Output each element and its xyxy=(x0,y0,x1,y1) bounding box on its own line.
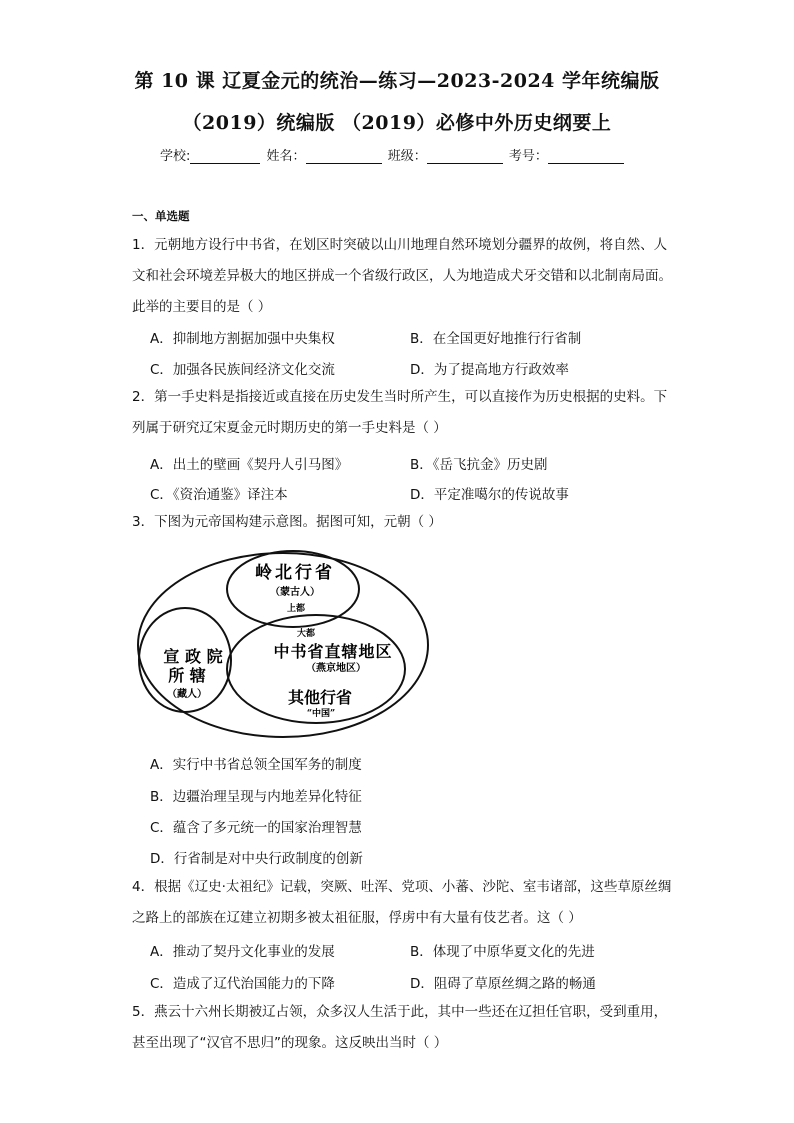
q2-option-a[interactable]: A．出土的壁画《契丹人引马图》 xyxy=(150,457,349,473)
question-3-text: 3．下图为元帝国构建示意图。据图可知，元朝（ ） xyxy=(132,514,442,530)
page-title-line1: 第 10 课 辽夏金元的统治—练习—2023-2024 学年统编版 xyxy=(134,70,660,92)
q3-option-a[interactable]: A．实行中书省总领全国军务的制度 xyxy=(150,757,362,773)
q1-option-a[interactable]: A．抑制地方割据加强中央集权 xyxy=(150,331,335,347)
question-2-text: 2．第一手史料是指接近或直接在历史发生当时所产生，可以直接作为历史根据的史料。下列属于研究辽宋夏金元时期历史的第一手史料是（ ） xyxy=(132,389,668,436)
question-1-text: 1．元朝地方设行中书省，在划区时突破以山川地理自然环境划分疆界的故例，将自然、人文和社会环境差异极大的地区拼成一个省级行政区，人为地造成犬牙交错和以北制南局面。此举的主要目的是（ ） xyxy=(132,237,672,315)
number-field[interactable] xyxy=(548,149,624,164)
other-provinces-sub-label: “中国” xyxy=(306,709,336,719)
dadu-label: 大都 xyxy=(296,629,316,639)
q2-option-c[interactable]: C．《资治通鉴》译注本 xyxy=(150,487,288,503)
q4-option-b[interactable]: B．体现了中原华夏文化的先进 xyxy=(410,944,595,960)
school-label: 学校: xyxy=(160,149,191,164)
q3-option-d[interactable]: D．行省制是对中央行政制度的创新 xyxy=(150,851,363,867)
q2-option-b[interactable]: B．《岳飞抗金》历史剧 xyxy=(410,457,548,473)
number-label: 考号： xyxy=(508,149,548,164)
shangdu-label: 上都 xyxy=(286,604,306,614)
zhongshu-label: 中书省直辖地区 xyxy=(273,642,393,661)
other-provinces-label: 其他行省 xyxy=(287,688,353,707)
name-label: 姓名： xyxy=(266,149,306,164)
q1-option-b[interactable]: B．在全国更好地推行行省制 xyxy=(410,331,582,347)
q3-option-c[interactable]: C．蕴含了多元统一的国家治理智慧 xyxy=(150,820,362,836)
section-heading: 一、单选题 xyxy=(132,209,190,223)
name-field[interactable] xyxy=(306,149,382,164)
xuanzheng-sub-label: （藏人） xyxy=(167,689,207,700)
q1-option-c[interactable]: C．加强各民族间经济文化交流 xyxy=(150,362,335,378)
zhongshu-sub-label: （燕京地区） xyxy=(306,663,366,674)
q4-option-a[interactable]: A．推动了契丹文化事业的发展 xyxy=(150,944,335,960)
q4-option-c[interactable]: C．造成了辽代治国能力的下降 xyxy=(150,976,335,992)
question-5-text: 5．燕云十六州长期被辽占领，众多汉人生活于此，其中一些还在辽担任官职，受到重用，甚至出现了“汉官不思归”的现象。这反映出当时（ ） xyxy=(132,1004,668,1051)
xuanzheng-label-2: 所 辖 xyxy=(168,666,206,685)
q2-option-d[interactable]: D．平定准噶尔的传说故事 xyxy=(410,487,569,503)
q1-option-d[interactable]: D．为了提高地方行政效率 xyxy=(410,362,569,378)
school-field[interactable] xyxy=(190,149,260,164)
class-field[interactable] xyxy=(427,149,503,164)
student-info-row xyxy=(160,145,626,164)
question-4-text: 4．根据《辽史·太祖纪》记载，突厥、吐浑、党项、小蕃、沙陀、室韦诸部，这些草原丝绸之路上的部族在辽建立初期多被太祖征服，俘虏中有大量有伎艺者。这（ ） xyxy=(132,879,672,926)
page-title-line2: （2019）统编版 （2019）必修中外历史纲要上 xyxy=(182,112,612,134)
xuanzheng-label-1: 宣 政 院 xyxy=(163,647,223,666)
yuan-empire-diagram xyxy=(133,545,443,745)
lingbei-sub-label: （蒙古人） xyxy=(270,587,320,598)
lingbei-label: 岭北行省 xyxy=(255,563,335,583)
class-label: 班级： xyxy=(387,149,427,164)
q4-option-d[interactable]: D．阻碍了草原丝绸之路的畅通 xyxy=(410,976,596,992)
q3-option-b[interactable]: B．边疆治理呈现与内地差异化特征 xyxy=(150,789,362,805)
